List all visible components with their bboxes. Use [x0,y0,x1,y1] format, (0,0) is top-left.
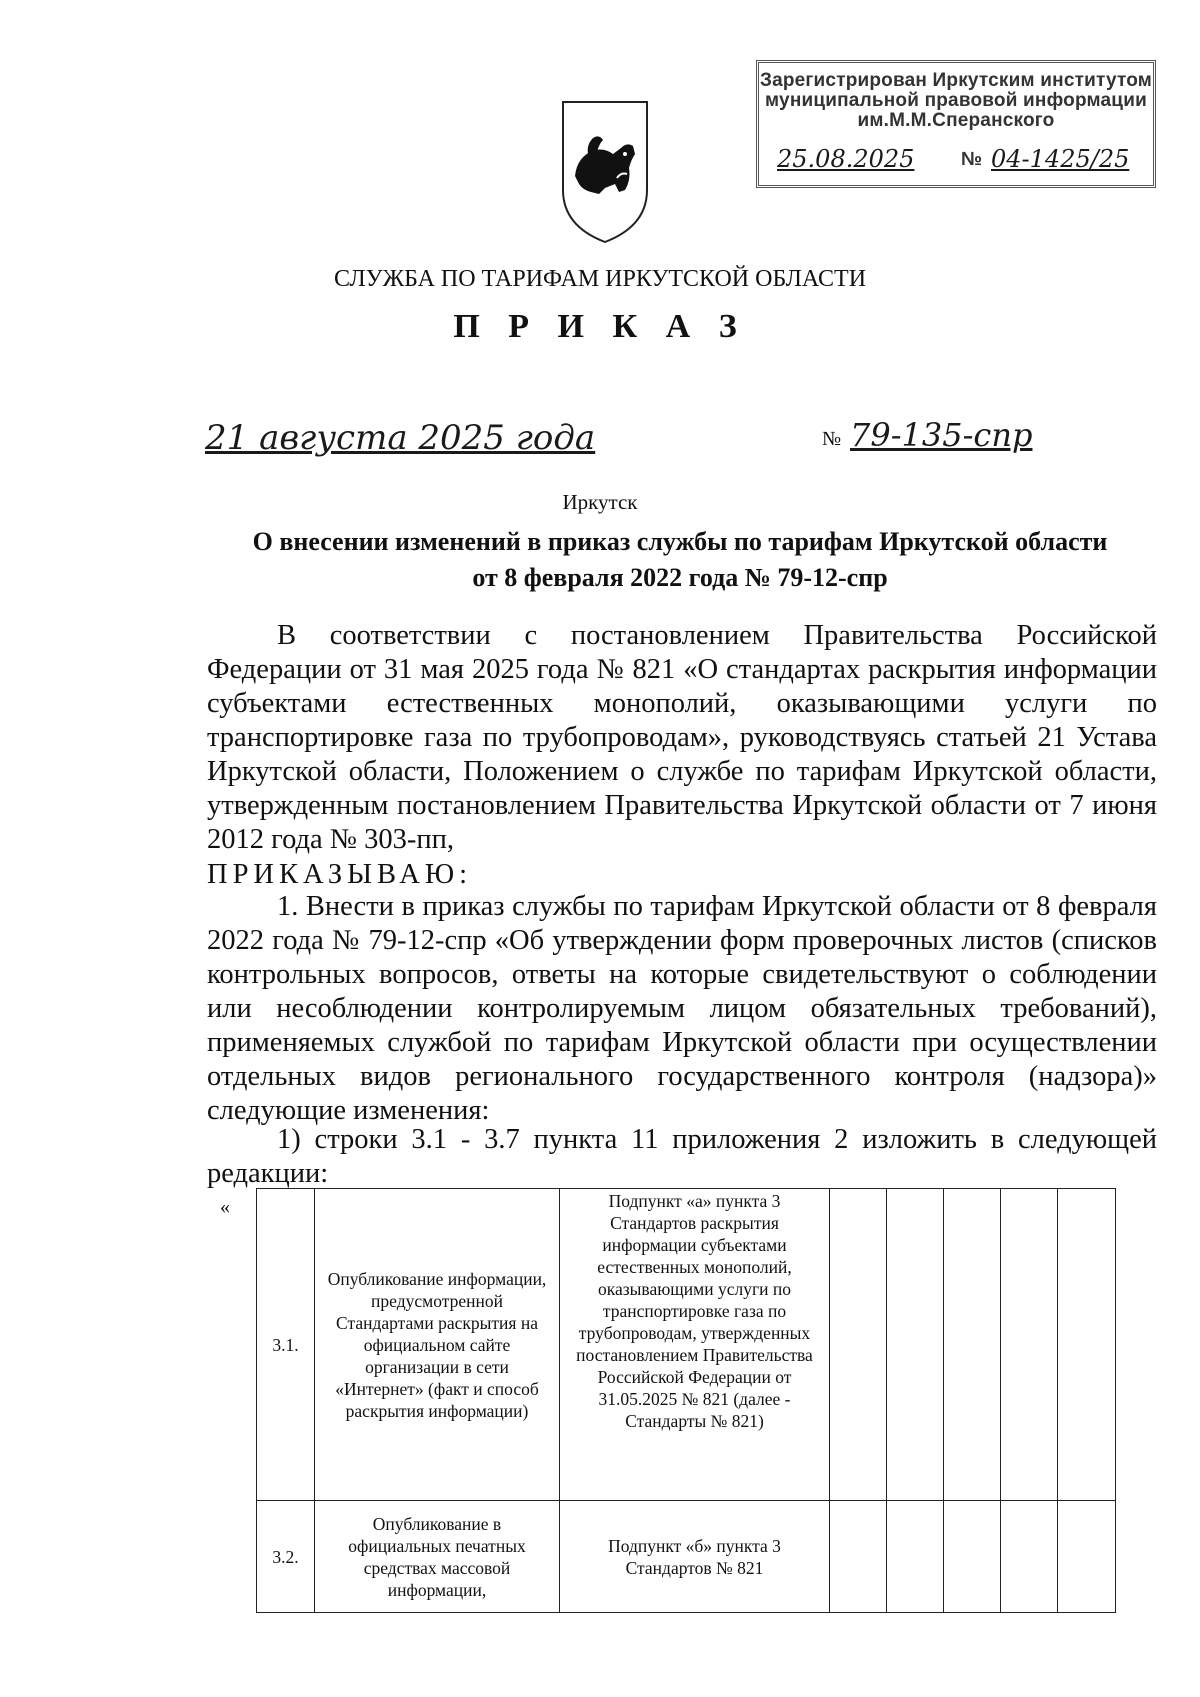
coat-of-arms-emblem [555,98,655,248]
order-date: 21 августа 2025 года [205,418,596,458]
stamp-number-label: № [961,149,983,170]
registration-stamp [756,60,1156,188]
subitem-1-paragraph: 1) строки 3.1 - 3.7 пункта 11 приложения 2 изложить в следующей редакции: [207,1124,1157,1189]
row-question: Опубликование в официальных печатных средствах массовой информации, [315,1501,560,1613]
row-question: Опубликование информации, предусмотренной Стандартами раскрытия на официальном сайте организации в сети «Интернет» (факт и способ раскрытия информации) [315,1189,560,1501]
answer-cell-no [887,1501,944,1613]
answer-cell-no [887,1189,944,1501]
row-reference: Подпункт «а» пункта 3 Стандартов раскрытия информации субъектами естественных монополий, оказывающими услуги по транспортировке газа по трубопроводам, утвержденных постановлением Правительства Российской Федерации от 31.05.2025 № 821 (далее - Стандарты № 821) [560,1189,830,1501]
city-name: Иркутск [562,490,638,514]
stamp-registration-number: 04-1425/25 [991,145,1130,173]
document-title-line-2: от 8 февраля 2022 года № 79-12-спр [472,563,888,592]
document-title [200,524,1160,596]
document-title-line-1: О внесении изменений в приказ службы по тарифам Иркутской области [252,527,1108,556]
checklist-table [256,1188,1116,1613]
stamp-line-2: муниципальной правовой информации [765,90,1147,111]
answer-cell-note [1001,1501,1058,1613]
answer-cell-yes [830,1501,887,1613]
table-row [257,1501,1116,1613]
stamp-registration-row [769,145,1149,175]
table-row [257,1189,1116,1501]
order-number-label: № [822,428,842,450]
document-type-heading: П Р И К А З [453,308,747,345]
row-number: 3.1. [257,1189,315,1501]
opening-quote-mark: « [220,1196,230,1218]
answer-cell-not-applicable [944,1189,1001,1501]
stamp-line-1: Зарегистрирован Иркутским институтом [759,70,1153,91]
answer-cell-note [1001,1189,1058,1501]
order-directive: ПРИКАЗЫВАЮ: [207,859,473,890]
stamp-registration-date: 25.08.2025 [777,145,915,173]
order-number: 79-135-спр [850,416,1033,454]
row-reference: Подпункт «б» пункта 3 Стандартов № 821 [560,1501,830,1613]
stamp-line-3: им.М.М.Сперанского [857,110,1055,131]
item-1-paragraph: 1. Внести в приказ службы по тарифам Иркутской области от 8 февраля 2022 года № 79-12-спр «Об утверждении форм проверочных листов (списков контрольных вопросов, ответы на которые свидетельствуют о соблюдении или несоблюдении контролируемым лицом обязательных требований), применяемых службой по тарифам Иркутской области при осуществлении отдельных видов регионального государственного контроля (надзора)» следующие изменения: [207,891,1157,1126]
agency-name: СЛУЖБА ПО ТАРИФАМ ИРКУТСКОЙ ОБЛАСТИ [333,266,867,292]
row-number: 3.2. [257,1501,315,1613]
preamble-paragraph: В соответствии с постановлением Правительства Российской Федерации от 31 мая 2025 года № 821 «О стандартах раскрытия информации субъектами естественных монополий, оказывающими услуги по транспортировке газа по трубопроводам», руководствуясь статьей 21 Устава Иркутской области, Положением о службе по тарифам Иркутской области, утвержденным постановлением Правительства Иркутской области от 7 июня 2012 года № 303-пп, [207,620,1157,855]
answer-cell-extra [1058,1189,1116,1501]
answer-cell-yes [830,1189,887,1501]
answer-cell-not-applicable [944,1501,1001,1613]
answer-cell-extra [1058,1501,1116,1613]
